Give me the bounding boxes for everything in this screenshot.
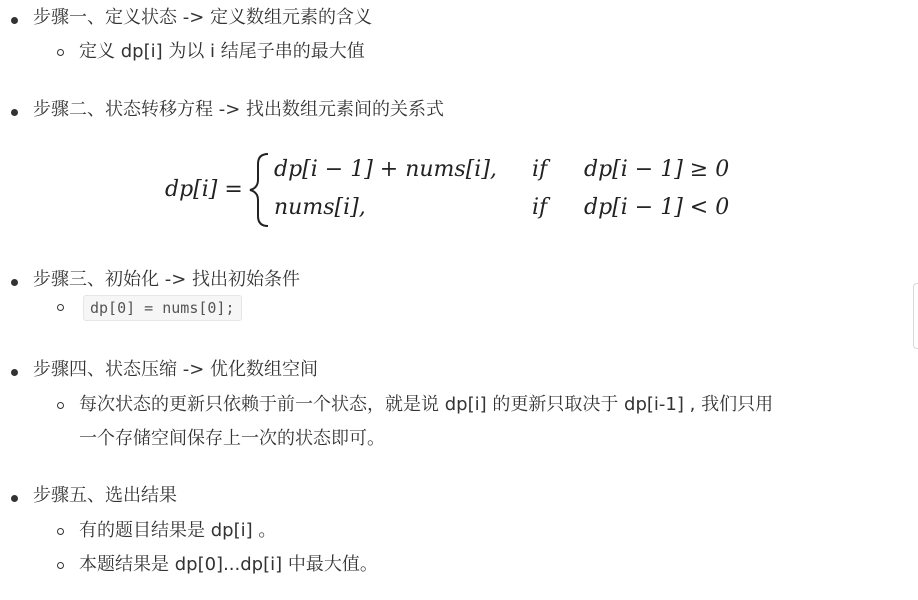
formula-lhs: dp[i] = — [165, 177, 243, 202]
bullet — [11, 495, 18, 502]
code-init — [83, 295, 242, 321]
bullet — [11, 279, 18, 286]
case-1-expression: dp[i − 1] + nums[i], — [274, 157, 497, 182]
step-5-item-1: 有的题目结果是 dp[i] 。 — [79, 520, 277, 541]
scrollbar-handle[interactable] — [913, 283, 918, 349]
sub-bullet — [57, 304, 64, 311]
inline-code: dp[0] = nums[0]; — [83, 295, 242, 321]
case-1-if: if — [532, 157, 548, 182]
transition-formula — [0, 150, 918, 230]
case-2-expression: nums[i], — [274, 195, 366, 220]
step-1-title: 步骤一、定义状态 -> 定义数组元素的含义 — [33, 7, 373, 28]
step-1-item: 定义 dp[i] 为以 i 结尾子串的最大值 — [79, 41, 365, 62]
case-1-condition: dp[i − 1] ≥ 0 — [584, 157, 730, 182]
case-2-if: if — [532, 195, 548, 220]
sub-bullet — [57, 562, 64, 569]
step-5-item-2: 本题结果是 dp[0]...dp[i] 中最大值。 — [79, 554, 378, 575]
sub-bullet — [57, 49, 64, 56]
step-5-title: 步骤五、选出结果 — [33, 485, 177, 506]
step-3-title: 步骤三、初始化 -> 找出初始条件 — [33, 269, 301, 290]
bullet — [11, 109, 18, 116]
sub-bullet — [57, 402, 64, 409]
step-4-item-line-1: 每次状态的更新只依赖于前一个状态，就是说 dp[i] 的更新只取决于 dp[i-1] , 我们只用 — [79, 394, 774, 415]
step-2-title: 步骤二、状态转移方程 -> 找出数组元素间的关系式 — [33, 99, 445, 120]
step-4-title: 步骤四、状态压缩 -> 优化数组空间 — [33, 359, 319, 380]
bullet — [11, 369, 18, 376]
bullet — [11, 17, 18, 24]
step-4-item-line-2: 一个存储空间保存上一次的状态即可。 — [79, 428, 385, 449]
sub-bullet — [57, 528, 64, 535]
case-2-condition: dp[i − 1] < 0 — [584, 195, 730, 220]
